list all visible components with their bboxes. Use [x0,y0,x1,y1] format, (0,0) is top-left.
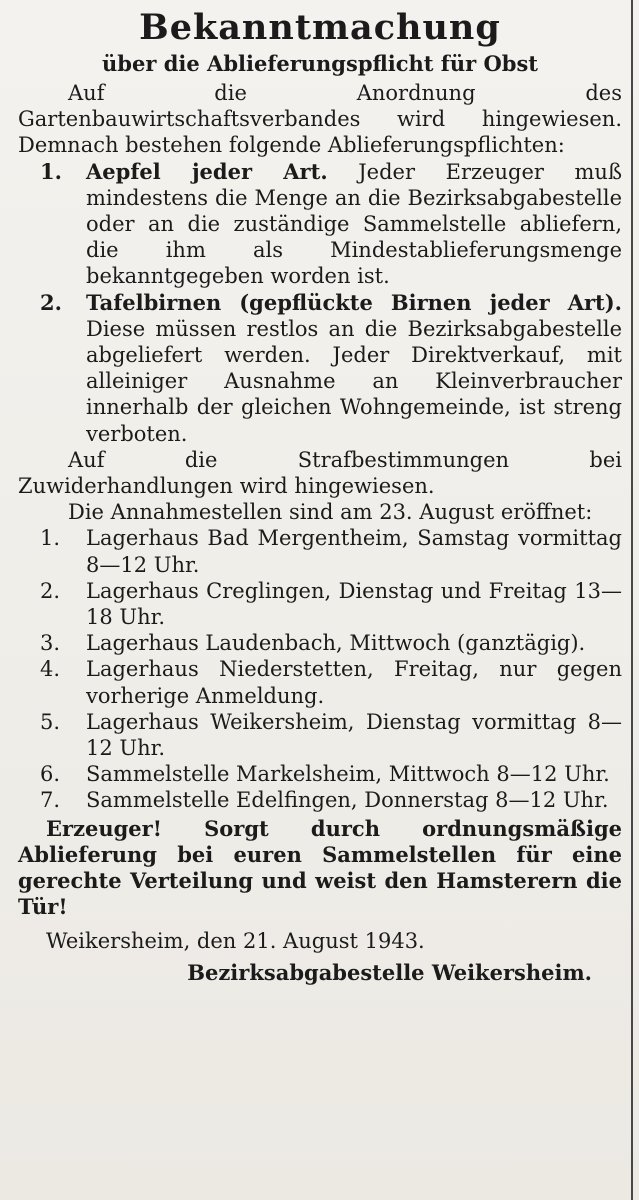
station-text: Lagerhaus Bad Mergentheim, Samstag vormittag 8—12 Uhr. [86,526,622,577]
announcement [18,6,622,987]
appeal-paragraph: Erzeuger! Sorgt durch ordnungsmäßige Ablieferung bei euren Sammelstellen für eine gerechte Verteilung und weist den Hamsterern die Tür! [18,815,622,920]
station-number: 1. [40,526,61,551]
intro-paragraph: Auf die Anordnung des Gartenbauwirtschaftsverbandes wird hingewiesen. Demnach bestehen folgende Ablieferungspflichten: [18,81,622,158]
station-text: Lagerhaus Laudenbach, Mittwoch (ganztägig). [86,631,586,656]
duty-number: 1. [40,158,62,184]
station-item [18,525,622,577]
station-number: 6. [40,762,61,787]
station-number: 7. [40,788,61,813]
duty-heading: Tafelbirnen (gepflückte Birnen jeder Art). [86,289,622,315]
station-text: Lagerhaus Creglingen, Dienstag und Freitag 13—18 Uhr. [86,578,622,630]
penalty-note: Auf die Strafbestimmungen bei Zuwiderhandlungen wird hingewiesen. [18,447,622,499]
station-item [18,630,622,656]
dateline: Weikersheim, den 21. August 1943. [46,928,425,953]
signature: Bezirksabgabestelle Weikersheim. [187,959,592,985]
duty-item [18,290,622,447]
station-number: 4. [40,657,61,682]
station-item [18,787,622,813]
duty-number: 2. [40,289,62,315]
duty-heading: Aepfel jeder Art. [86,158,328,184]
station-number: 2. [40,578,61,603]
duty-text: Diese müssen restlos an die Bezirksabgabestelle abgeliefert werden. Jeder Direktverkauf, mit alleiniger Ausnahme an Kleinverbraucher innerhalb der gleichen Wohngemeinde, ist streng verboten. [86,316,622,446]
station-text: Lagerhaus Niederstetten, Freitag, nur gegen vorherige Anmeldung. [86,657,622,708]
duty-item [18,159,622,290]
stations-intro: Die Annahmestellen sind am 23. August eröffnet: [68,500,593,525]
station-text: Sammelstelle Edelfingen, Donnerstag 8—12 Uhr. [86,788,609,813]
station-item [18,656,622,708]
station-number: 5. [40,709,61,734]
announcement-subtitle: über die Ablieferungspflicht für Obst [102,51,538,76]
station-item [18,709,622,761]
duties-list [18,159,622,447]
station-item [18,761,622,787]
column-rule [631,0,633,1200]
station-text: Sammelstelle Markelsheim, Mittwoch 8—12 Uhr. [86,762,610,787]
station-text: Lagerhaus Weikersheim, Dienstag vormittag 8—12 Uhr. [86,709,622,761]
stations-list [18,525,622,813]
duty-text: Jeder Erzeuger muß mindestens die Menge an die Bezirksabgabestelle oder an die zuständige Sammelstelle abliefern, die ihm als Mindestablieferungsmenge bekanntgegeben worden ist. [86,159,622,289]
station-number: 3. [40,631,61,656]
station-item [18,578,622,630]
announcement-title: Bekanntmachung [139,7,501,48]
